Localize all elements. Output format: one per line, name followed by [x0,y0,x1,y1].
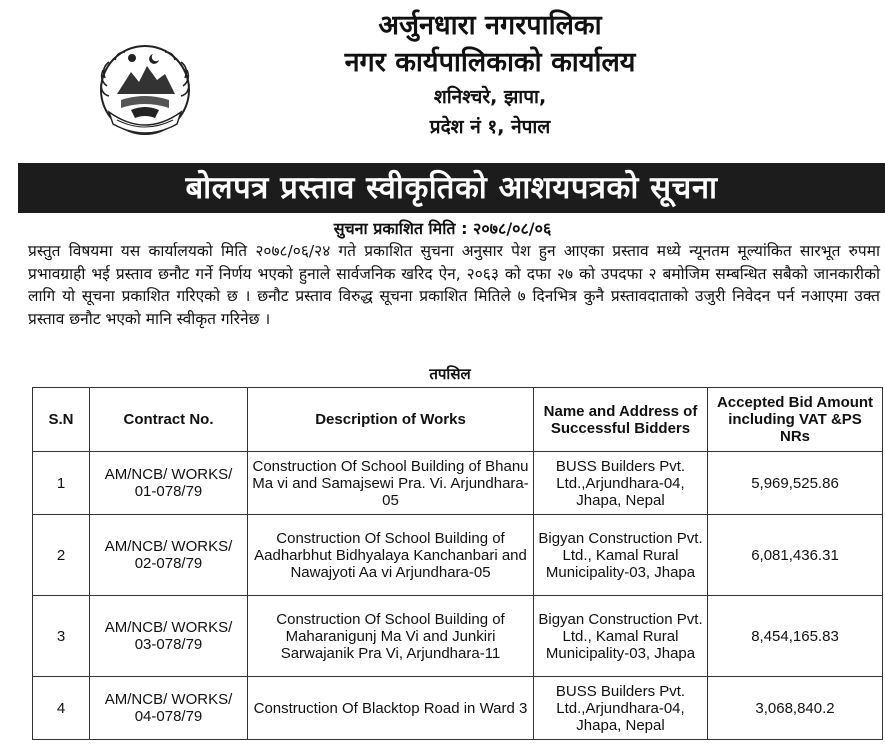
office-location: शनिश्चरे, झापा, [433,86,547,108]
column-header-bidder: Name and Address of Successful Bidders [534,388,708,452]
office-province: प्रदेश नं १, नेपाल [429,116,551,138]
cell-sn: 4 [33,677,90,740]
office-name: नगर कार्यपालिकाको कार्यालय [344,47,636,78]
table-row [33,677,883,740]
notice-body-text: प्रस्तुत विषयमा यस कार्यालयको मिति २०७८/०६/२४ गते प्रकाशित सुचना अनुसार पेश हुन आएका प्रस्ताव मध्ये न्यूनतम मूल्यांकित सारभूत रुपमा प्रभावग्राही भई प्रस्ताव छनौट गर्ने निर्णय भएको हुनाले सार्वजनिक खरिद ऐन, २०६३ को दफा २७ को उपदफा २ बमोजिम सम्बन्धित सबैको जानकारीको लागि यो सूचना प्रकाशित गरिएको छ । छनौट प्रस्ताव विरुद्ध सूचना प्रकाशित मितिले ७ दिनभित्र कुनै प्रस्तावदाताको उजुरी निवेदन पर्न नआएमा उक्त प्रस्ताव छनौट भएको मानि स्वीकृत गरिनेछ । [28,242,880,328]
notice-title-banner: बोलपत्र प्रस्ताव स्वीकृतिको आशयपत्रको सूचना [18,163,885,213]
cell-bidder: BUSS Builders Pvt. Ltd.,Arjundhara-04, Jhapa, Nepal [534,452,708,515]
column-header-description: Description of Works [248,388,534,452]
cell-contract: AM/NCB/ WORKS/ 04-078/79 [90,677,248,740]
cell-bidder: Bigyan Construction Pvt. Ltd., Kamal Rural Municipality-03, Jhapa [534,515,708,596]
column-header-contract: Contract No. [90,388,248,452]
nepal-government-emblem-icon [95,38,195,138]
column-header-sn: S.N [33,388,90,452]
cell-sn: 2 [33,515,90,596]
cell-description: Construction Of Blacktop Road in Ward 3 [248,677,534,740]
cell-bidder: BUSS Builders Pvt. Ltd.,Arjundhara-04, Jhapa, Nepal [534,677,708,740]
cell-description: Construction Of School Building of Maharanigunj Ma Vi and Junkiri Sarwajanik Pra Vi, Arjundhara-11 [248,596,534,677]
cell-amount: 3,068,840.2 [708,677,883,740]
cell-contract: AM/NCB/ WORKS/ 03-078/79 [90,596,248,677]
cell-description: Construction Of School Building of Bhanu Ma vi and Samajsewi Pra. Vi. Arjundhara-05 [248,452,534,515]
notice-header [0,0,885,160]
accepted-bids-table [32,387,883,740]
cell-amount: 8,454,165.83 [708,596,883,677]
cell-amount: 5,969,525.86 [708,452,883,515]
table-header-row [33,388,883,452]
publish-date: सुचना प्रकाशित मिति : २०७८/०८/०६ [333,219,552,238]
cell-contract: AM/NCB/ WORKS/ 01-078/79 [90,452,248,515]
table-row [33,596,883,677]
table-row [33,515,883,596]
column-header-amount: Accepted Bid Amount including VAT &PS NRs [708,388,883,452]
cell-description: Construction Of School Building of Aadharbhut Bidhyalaya Kanchanbari and Nawajyoti Aa vi Arjundhara-05 [248,515,534,596]
cell-sn: 1 [33,452,90,515]
table-row [33,452,883,515]
municipality-name: अर्जुनधारा नगरपालिका [378,10,602,41]
cell-amount: 6,081,436.31 [708,515,883,596]
schedule-heading: तपसिल [429,365,471,383]
cell-sn: 3 [33,596,90,677]
cell-contract: AM/NCB/ WORKS/ 02-078/79 [90,515,248,596]
cell-bidder: Bigyan Construction Pvt. Ltd., Kamal Rural Municipality-03, Jhapa [534,596,708,677]
